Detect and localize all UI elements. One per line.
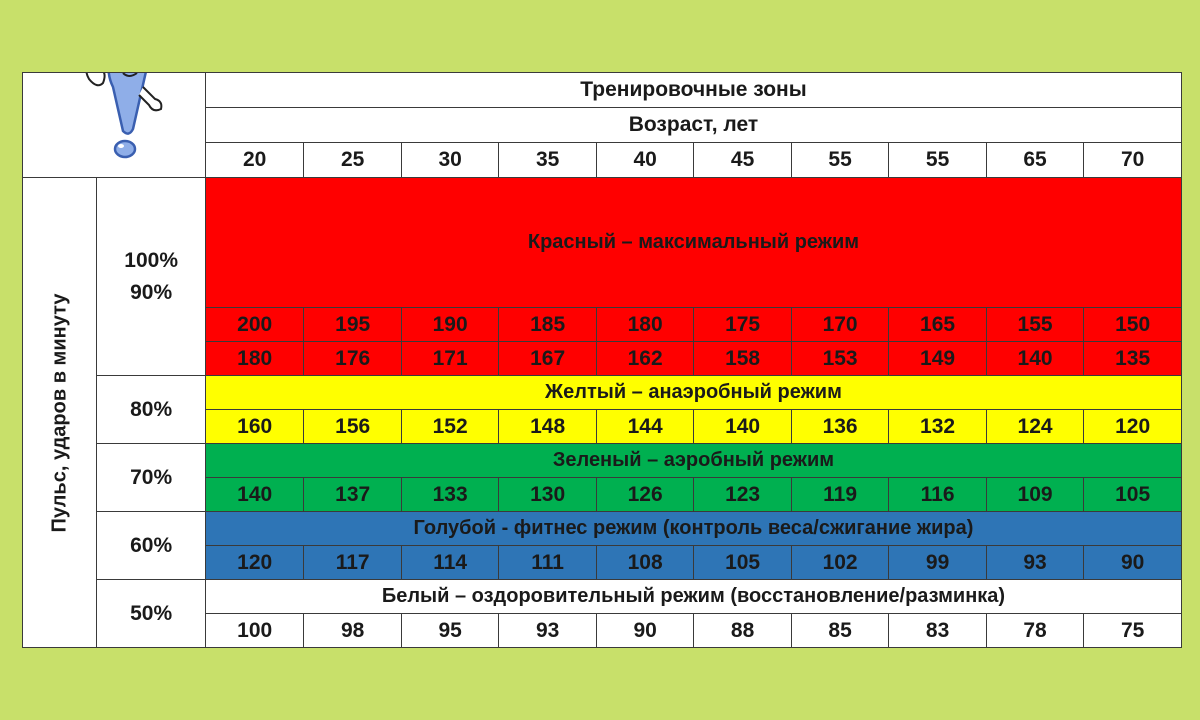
value-cell: 176 bbox=[304, 342, 401, 376]
value-cell: 83 bbox=[889, 614, 986, 648]
value-cell: 170 bbox=[791, 308, 888, 342]
value-cell: 111 bbox=[499, 546, 596, 580]
age-cell: 70 bbox=[1084, 143, 1182, 178]
value-cell: 126 bbox=[596, 478, 693, 512]
zone-white-label: Белый – оздоровительный режим (восстановление/разминка) bbox=[205, 580, 1181, 614]
side-label-cell bbox=[23, 178, 97, 648]
age-header: Возраст, лет bbox=[205, 108, 1181, 143]
value-cell: 160 bbox=[205, 410, 304, 444]
value-cell: 93 bbox=[499, 614, 596, 648]
value-cell: 185 bbox=[499, 308, 596, 342]
value-cell: 123 bbox=[694, 478, 791, 512]
value-cell: 180 bbox=[205, 342, 304, 376]
value-cell: 195 bbox=[304, 308, 401, 342]
value-cell: 95 bbox=[401, 614, 498, 648]
value-cell: 98 bbox=[304, 614, 401, 648]
value-cell: 149 bbox=[889, 342, 986, 376]
value-cell: 75 bbox=[1084, 614, 1182, 648]
age-cell: 20 bbox=[205, 143, 304, 178]
age-cell: 40 bbox=[596, 143, 693, 178]
value-cell: 135 bbox=[1084, 342, 1182, 376]
value-cell: 90 bbox=[596, 614, 693, 648]
value-cell: 99 bbox=[889, 546, 986, 580]
value-cell: 114 bbox=[401, 546, 498, 580]
value-cell: 180 bbox=[596, 308, 693, 342]
pct-red-top: 100% bbox=[124, 248, 178, 272]
age-cell: 30 bbox=[401, 143, 498, 178]
value-cell: 171 bbox=[401, 342, 498, 376]
value-cell: 162 bbox=[596, 342, 693, 376]
value-cell: 108 bbox=[596, 546, 693, 580]
pct-red-bottom: 90% bbox=[130, 280, 173, 304]
value-cell: 100 bbox=[205, 614, 304, 648]
value-cell: 109 bbox=[986, 478, 1083, 512]
value-cell: 105 bbox=[694, 546, 791, 580]
value-cell: 140 bbox=[986, 342, 1083, 376]
age-cell: 65 bbox=[986, 143, 1083, 178]
logo-cell bbox=[23, 73, 206, 178]
value-cell: 148 bbox=[499, 410, 596, 444]
value-cell: 153 bbox=[791, 342, 888, 376]
value-cell: 120 bbox=[1084, 410, 1182, 444]
value-cell: 150 bbox=[1084, 308, 1182, 342]
value-cell: 88 bbox=[694, 614, 791, 648]
value-cell: 132 bbox=[889, 410, 986, 444]
value-cell: 190 bbox=[401, 308, 498, 342]
pct-yellow: 80% bbox=[97, 376, 206, 444]
value-cell: 140 bbox=[694, 410, 791, 444]
value-cell: 93 bbox=[986, 546, 1083, 580]
value-cell: 144 bbox=[596, 410, 693, 444]
value-cell: 120 bbox=[205, 546, 304, 580]
value-cell: 152 bbox=[401, 410, 498, 444]
exclamation-mark-mascot-icon bbox=[79, 73, 169, 165]
value-cell: 117 bbox=[304, 546, 401, 580]
value-cell: 175 bbox=[694, 308, 791, 342]
value-cell: 133 bbox=[401, 478, 498, 512]
pct-white: 50% bbox=[97, 580, 206, 648]
pct-green: 70% bbox=[97, 444, 206, 512]
age-cell: 45 bbox=[694, 143, 791, 178]
value-cell: 200 bbox=[205, 308, 304, 342]
age-cell: 55 bbox=[791, 143, 888, 178]
age-cell: 35 bbox=[499, 143, 596, 178]
zone-blue-label: Голубой - фитнес режим (контроль веса/сжигание жира) bbox=[205, 512, 1181, 546]
zone-yellow-label: Желтый – анаэробный режим bbox=[205, 376, 1181, 410]
value-cell: 137 bbox=[304, 478, 401, 512]
value-cell: 130 bbox=[499, 478, 596, 512]
age-cell: 25 bbox=[304, 143, 401, 178]
pct-blue: 60% bbox=[97, 512, 206, 580]
value-cell: 105 bbox=[1084, 478, 1182, 512]
value-cell: 85 bbox=[791, 614, 888, 648]
value-cell: 78 bbox=[986, 614, 1083, 648]
value-cell: 167 bbox=[499, 342, 596, 376]
value-cell: 136 bbox=[791, 410, 888, 444]
value-cell: 155 bbox=[986, 308, 1083, 342]
training-zones-table bbox=[22, 72, 1182, 648]
value-cell: 158 bbox=[694, 342, 791, 376]
side-label: Пульс, ударов в минуту bbox=[48, 292, 71, 533]
age-cell: 55 bbox=[889, 143, 986, 178]
zone-red-label: Красный – максимальный режим bbox=[205, 178, 1181, 308]
value-cell: 140 bbox=[205, 478, 304, 512]
table-title: Тренировочные зоны bbox=[205, 73, 1181, 108]
zone-green-label: Зеленый – аэробный режим bbox=[205, 444, 1181, 478]
value-cell: 90 bbox=[1084, 546, 1182, 580]
value-cell: 116 bbox=[889, 478, 986, 512]
value-cell: 156 bbox=[304, 410, 401, 444]
value-cell: 124 bbox=[986, 410, 1083, 444]
value-cell: 119 bbox=[791, 478, 888, 512]
value-cell: 102 bbox=[791, 546, 888, 580]
value-cell: 165 bbox=[889, 308, 986, 342]
pct-red bbox=[97, 178, 206, 376]
